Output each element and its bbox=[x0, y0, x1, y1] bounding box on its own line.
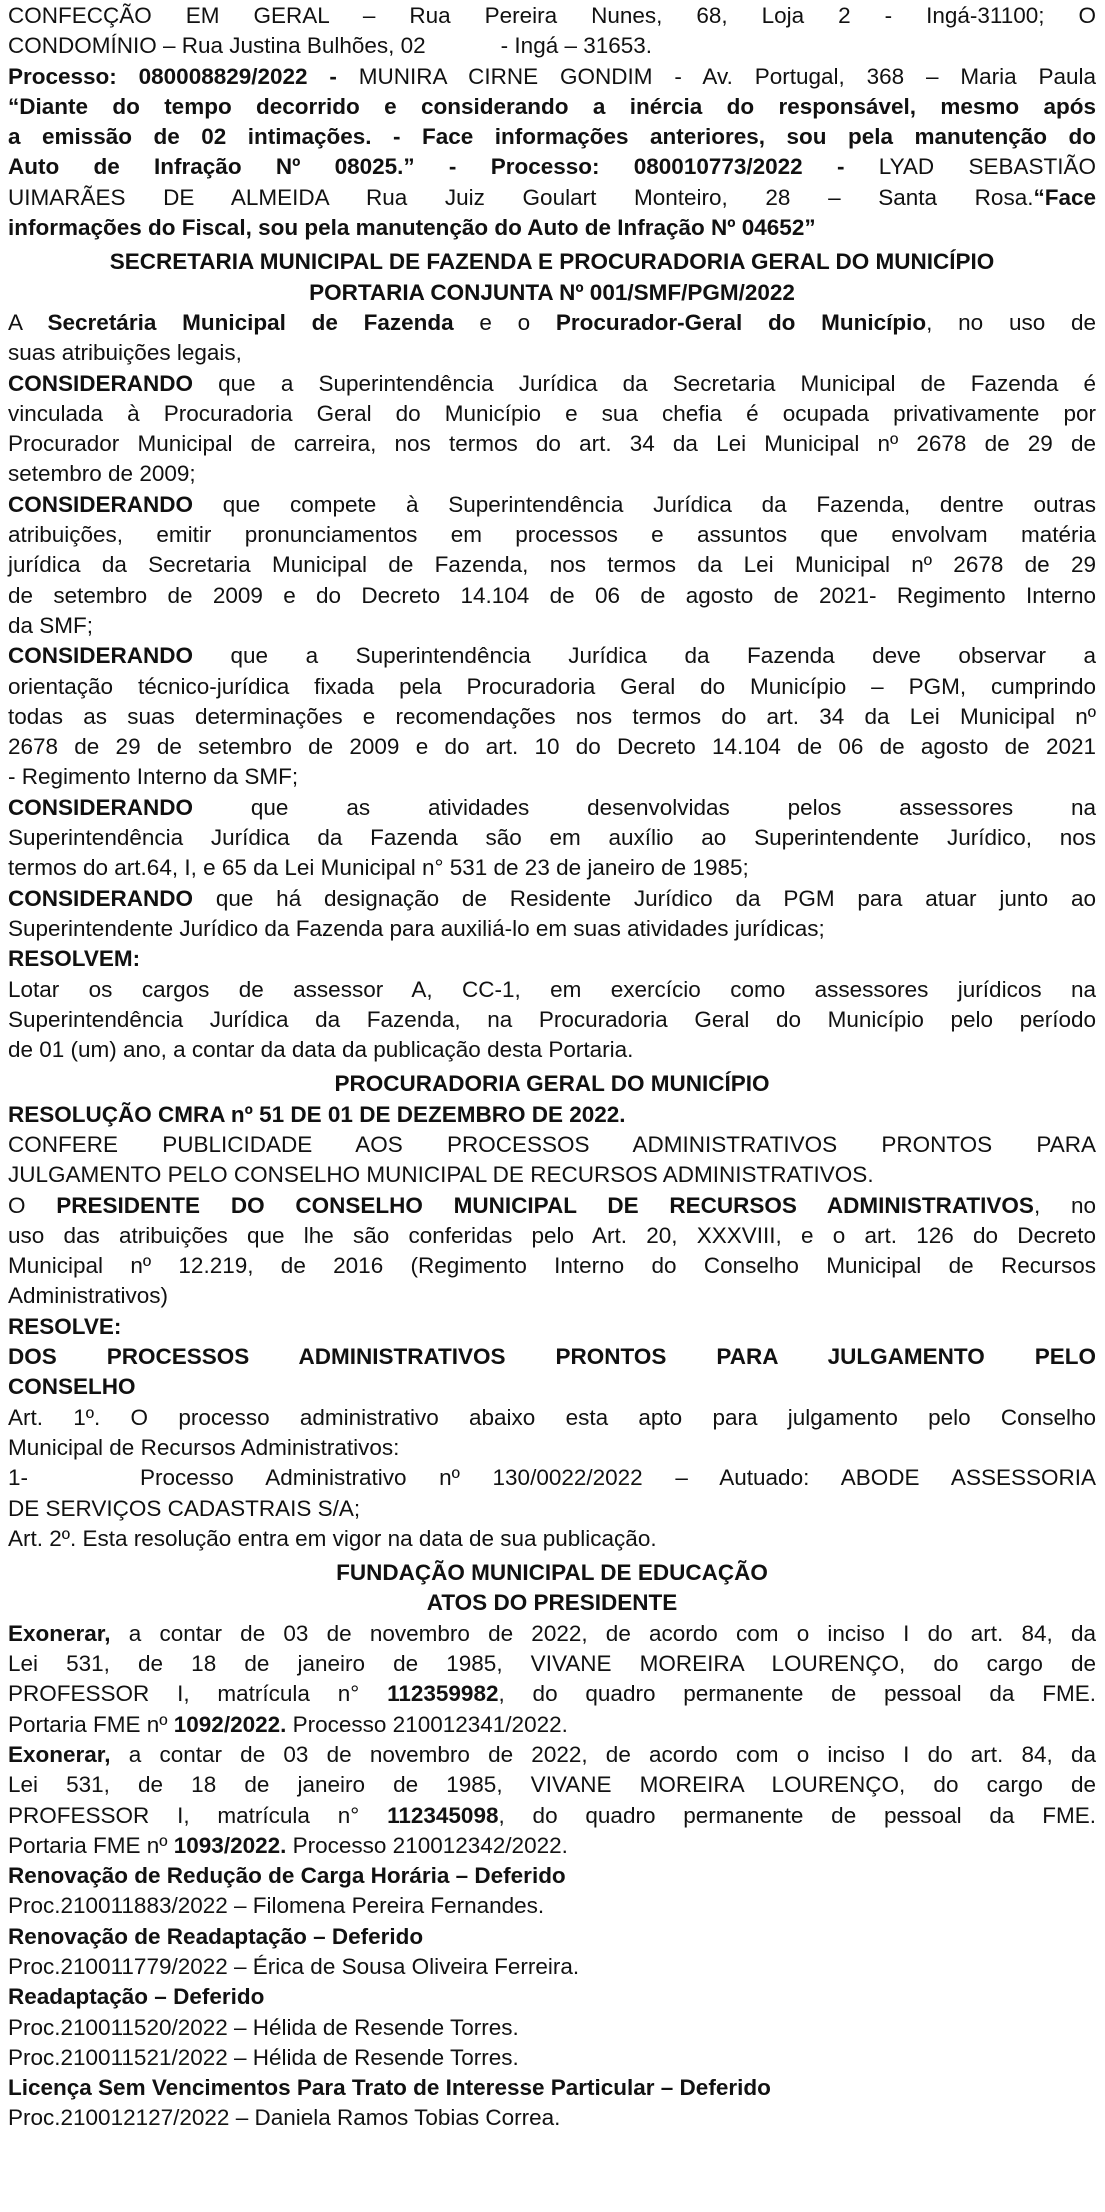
process-number: Processo: 080008829/2022 - bbox=[8, 63, 337, 89]
presidente-line-1 bbox=[8, 1191, 1096, 1221]
considerando-1-line-3: Procurador Municipal de carreira, nos termos do art. 34 da Lei Municipal nº 2678 de 29 de bbox=[8, 431, 1096, 457]
c1a: que a Superintendência Jurídica da Secretaria Municipal de Fazenda é bbox=[193, 370, 1096, 396]
presidente-line-4: Administrativos) bbox=[8, 1283, 169, 1309]
intro-line-4: “Diante do tempo decorrido e considerando a inércia do responsável, mesmo após bbox=[8, 93, 1096, 119]
pres-t1: O bbox=[8, 1192, 57, 1218]
resolvem-line-3: de 01 (um) ano, a contar da data da publicação desta Portaria. bbox=[8, 1037, 634, 1063]
resolvem-line-2: Superintendência Jurídica da Fazenda, na Procuradoria Geral do Município pelo período bbox=[8, 1006, 1096, 1032]
section-heading-pgm: PROCURADORIA GERAL DO MUNICÍPIO bbox=[334, 1071, 770, 1097]
considerando-2-line-3: jurídica da Secretaria Municipal de Fazenda, nos termos da Lei Municipal nº 2678 de 29 bbox=[8, 552, 1096, 578]
ex2d2: Processo 210012342/2022. bbox=[286, 1832, 568, 1858]
preamble-line-1 bbox=[8, 308, 1096, 338]
intro-line-2: CONDOMÍNIO – Rua Justina Bulhões, 02 - Ingá – 31653. bbox=[8, 33, 653, 59]
intro-line-7 bbox=[8, 183, 1096, 213]
considerando-1-line-2: vinculada à Procuradoria Geral do Município e sua chefia é ocupada privativamente por bbox=[8, 400, 1096, 426]
intro-line-7-text: UIMARÃES DE ALMEIDA Rua Juiz Goulart Monteiro, 28 – Santa Rosa. bbox=[8, 184, 1034, 210]
matricula-2: 112345098 bbox=[387, 1802, 499, 1828]
intro-line-7-bold: “Face bbox=[1033, 184, 1096, 210]
atos-heading: ATOS DO PRESIDENTE bbox=[426, 1590, 678, 1616]
considerando-2-line-2: atribuições, emitir pronunciamentos em processos e assuntos que envolvam matéria bbox=[8, 522, 1096, 548]
exonerar-2-line-4 bbox=[8, 1831, 1096, 1861]
resolucao-section bbox=[8, 1069, 1096, 1554]
art1-line-2: Municipal de Recursos Administrativos: bbox=[8, 1434, 400, 1460]
ex2c1: PROFESSOR I, matrícula n° bbox=[8, 1802, 388, 1828]
intro-line-8: informações do Fiscal, sou pela manutenção do Auto de Infração Nº 04652” bbox=[8, 215, 816, 241]
intro-line-1: CONFECÇÃO EM GERAL – Rua Pereira Nunes, 68, Loja 2 - Ingá-31100; O bbox=[8, 3, 1096, 28]
considerando-3-line-5: - Regimento Interno da SMF; bbox=[8, 764, 299, 790]
resolvem-label: RESOLVEM: bbox=[8, 946, 141, 972]
considerando-2-line-1 bbox=[8, 490, 1096, 520]
item-line-2: DE SERVIÇOS CADASTRAIS S/A; bbox=[8, 1495, 361, 1521]
ex2d1: Portaria FME nº bbox=[8, 1832, 174, 1858]
considerando-3-line-1 bbox=[8, 641, 1096, 671]
considerando-4-line-3: termos do art.64, I, e 65 da Lei Municipal n° 531 de 23 de janeiro de 1985; bbox=[8, 855, 749, 881]
portaria-1: 1092/2022. bbox=[173, 1711, 287, 1737]
item-a: Processo Administrativo nº 130/0022/2022 – Autuado: ABODE ASSESSORIA bbox=[140, 1465, 1096, 1491]
preamble-t3: , no uso de bbox=[926, 309, 1096, 335]
art2-line: Art. 2º. Esta resolução entra em vigor na data de sua publicação. bbox=[8, 1525, 657, 1551]
dos-processos-line-1: DOS PROCESSOS ADMINISTRATIVOS PRONTOS PARA JULGAMENTO PELO bbox=[8, 1344, 1096, 1370]
portaria-section bbox=[8, 247, 1096, 1065]
item-line-1 bbox=[8, 1463, 1096, 1493]
considerando-4-line-1 bbox=[8, 793, 1096, 823]
process-line: Proc.210011779/2022 – Érica de Sousa Oliveira Ferreira. bbox=[8, 1954, 580, 1979]
c4a: que as atividades desenvolvidas pelos assessores na bbox=[193, 794, 1096, 820]
c2a: que compete à Superintendência Jurídica da Fazenda, dentre outras bbox=[193, 491, 1096, 517]
considerando-5-line-1 bbox=[8, 884, 1096, 914]
process-line: Proc.210011883/2022 – Filomena Pereira Fernandes. bbox=[8, 1893, 545, 1919]
exonerar-1-line-3 bbox=[8, 1679, 1096, 1709]
considerando-3-line-3: todas as suas determinações e recomendações nos termos do art. 34 da Lei Municipal nº bbox=[8, 703, 1096, 729]
considerando-2-line-5: da SMF; bbox=[8, 612, 94, 638]
pres-t2: , no bbox=[1033, 1192, 1096, 1218]
document-page bbox=[8, 1, 1096, 2134]
confere-line-1: CONFERE PUBLICIDADE AOS PROCESSOS ADMINISTRATIVOS PRONTOS PARA bbox=[8, 1131, 1096, 1157]
exonerar-2-line-2: Lei 531, de 18 de janeiro de 1985, VIVANE MOREIRA LOURENÇO, do cargo de bbox=[8, 1772, 1096, 1798]
confere-line-2: JULGAMENTO PELO CONSELHO MUNICIPAL DE RECURSOS ADMINISTRATIVOS. bbox=[8, 1162, 874, 1188]
process-line: Proc.210012127/2022 – Daniela Ramos Tobias Correa. bbox=[8, 2105, 561, 2131]
preamble-b2: Procurador-Geral do Município bbox=[555, 309, 927, 335]
section-title: Licença Sem Vencimentos Para Trato de Interesse Particular – Deferido bbox=[8, 2075, 771, 2101]
considerando-label: CONSIDERANDO bbox=[8, 885, 194, 911]
ex1c2: , do quadro permanente de pessoal da FME. bbox=[498, 1681, 1096, 1707]
preamble-line-2: suas atribuições legais, bbox=[8, 340, 242, 366]
art1-line-1: Art. 1º. O processo administrativo abaixo esta apto para julgamento pelo Conselho bbox=[8, 1404, 1096, 1430]
exonerar-label: Exonerar, bbox=[8, 1741, 111, 1767]
portaria-title: PORTARIA CONJUNTA Nº 001/SMF/PGM/2022 bbox=[309, 279, 795, 305]
c5a: que há designação de Residente Jurídico da PGM para atuar junto ao bbox=[193, 885, 1096, 911]
considerando-2-line-4: de setembro de 2009 e do Decreto 14.104 de 06 de agosto de 2021- Regimento Interno bbox=[8, 582, 1096, 608]
intro-line-6 bbox=[8, 152, 1096, 182]
section-heading-smf: SECRETARIA MUNICIPAL DE FAZENDA E PROCURADORIA GERAL DO MUNICÍPIO bbox=[109, 249, 995, 275]
c3a: que a Superintendência Jurídica da Fazenda deve observar a bbox=[193, 643, 1096, 669]
considerando-label: CONSIDERANDO bbox=[8, 491, 194, 517]
exonerar-1-line-4 bbox=[8, 1710, 1096, 1740]
preamble-t1: A bbox=[8, 309, 48, 335]
preamble-b1: Secretária Municipal de Fazenda bbox=[47, 309, 454, 335]
intro-line-6-text: LYAD SEBASTIÃO bbox=[844, 154, 1096, 180]
intro-line-3 bbox=[8, 62, 1096, 92]
pres-b1: PRESIDENTE DO CONSELHO MUNICIPAL DE RECURSOS ADMINISTRATIVOS bbox=[56, 1192, 1034, 1218]
ex1a: a contar de 03 de novembro de 2022, de acordo com o inciso I do art. 84, da bbox=[110, 1620, 1096, 1646]
process-line: Proc.210011521/2022 – Hélida de Resende Torres. bbox=[8, 2044, 519, 2070]
ex2c2: , do quadro permanente de pessoal da FME. bbox=[498, 1802, 1096, 1828]
considerando-label: CONSIDERANDO bbox=[8, 370, 194, 396]
resolucao-title: RESOLUÇÃO CMRA nº 51 DE 01 DE DEZEMBRO DE 2022. bbox=[8, 1101, 626, 1127]
exonerar-1-line-2: Lei 531, de 18 de janeiro de 1985, VIVANE MOREIRA LOURENÇO, do cargo de bbox=[8, 1651, 1096, 1677]
section-title: Readaptação – Deferido bbox=[8, 1984, 265, 2010]
ex1c1: PROFESSOR I, matrícula n° bbox=[8, 1681, 388, 1707]
considerando-1-line-1 bbox=[8, 369, 1096, 399]
section-heading-fme: FUNDAÇÃO MUNICIPAL DE EDUCAÇÃO bbox=[336, 1560, 768, 1586]
exonerar-2-line-1 bbox=[8, 1740, 1096, 1770]
ex2a: a contar de 03 de novembro de 2022, de acordo com o inciso I do art. 84, da bbox=[110, 1741, 1096, 1767]
considerando-3-line-2: orientação técnico-jurídica fixada pela Procuradoria Geral do Município – PGM, cumprindo bbox=[8, 673, 1096, 699]
considerando-1-line-4: setembro de 2009; bbox=[8, 461, 196, 487]
portaria-2: 1093/2022. bbox=[173, 1832, 287, 1858]
dos-processos-line-2: CONSELHO bbox=[8, 1374, 136, 1400]
section-title: Renovação de Redução de Carga Horária – Deferido bbox=[8, 1863, 566, 1889]
intro-line-5: a emissão de 02 intimações. - Face informações anteriores, sou pela manutenção do bbox=[8, 124, 1096, 150]
exonerar-2-line-3 bbox=[8, 1801, 1096, 1831]
considerando-5-line-2: Superintendente Jurídico da Fazenda para auxiliá-lo em suas atividades jurídicas; bbox=[8, 915, 825, 941]
resolve-label: RESOLVE: bbox=[8, 1313, 122, 1339]
exonerar-label: Exonerar, bbox=[8, 1620, 111, 1646]
item-number: 1- bbox=[8, 1465, 29, 1491]
presidente-line-2: uso das atribuições que lhe são conferidas pelo Art. 20, XXXVIII, e o art. 126 do Decreto bbox=[8, 1222, 1096, 1248]
considerando-label: CONSIDERANDO bbox=[8, 794, 194, 820]
intro-line-6-bold: Auto de Infração Nº 08025.” - Processo: 080010773/2022 - bbox=[8, 154, 845, 180]
considerando-4-line-2: Superintendência Jurídica da Fazenda são em auxílio ao Superintendente Jurídico, nos bbox=[8, 825, 1096, 851]
resolvem-line-1: Lotar os cargos de assessor A, CC-1, em exercício como assessores jurídicos na bbox=[8, 976, 1096, 1002]
matricula-1: 112359982 bbox=[387, 1681, 499, 1707]
considerando-3-line-4: 2678 de 29 de setembro de 2009 e do art. 10 do Decreto 14.104 de 06 de agosto de 2021 bbox=[8, 734, 1096, 760]
intro-block bbox=[8, 1, 1096, 243]
ex1d1: Portaria FME nº bbox=[8, 1711, 174, 1737]
ex1d2: Processo 210012341/2022. bbox=[286, 1711, 568, 1737]
exonerar-1-line-1 bbox=[8, 1619, 1096, 1649]
intro-line-3-text: MUNIRA CIRNE GONDIM - Av. Portugal, 368 – Maria Paula bbox=[336, 63, 1097, 89]
section-title: Renovação de Readaptação – Deferido bbox=[8, 1923, 424, 1949]
presidente-line-3: Municipal nº 12.219, de 2016 (Regimento Interno do Conselho Municipal de Recursos bbox=[8, 1253, 1096, 1279]
considerando-label: CONSIDERANDO bbox=[8, 643, 194, 669]
preamble-t2: e o bbox=[453, 309, 556, 335]
process-line: Proc.210011520/2022 – Hélida de Resende Torres. bbox=[8, 2014, 519, 2040]
fme-section bbox=[8, 1558, 1096, 2134]
